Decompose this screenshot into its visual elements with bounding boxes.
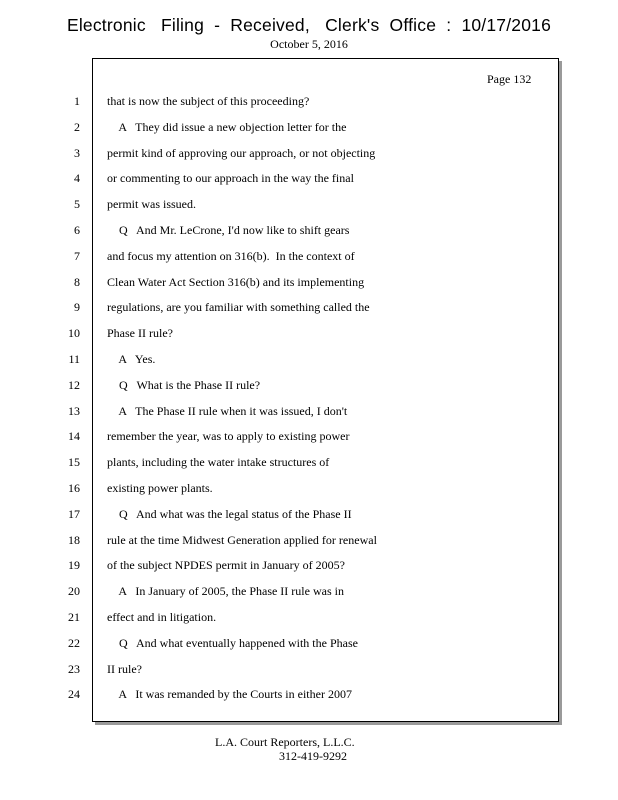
transcript-line-text: plants, including the water intake structures of bbox=[107, 455, 330, 469]
transcript-line-text: and focus my attention on 316(b). In the context of bbox=[107, 249, 355, 263]
line-number: 8 bbox=[74, 275, 80, 289]
footer-company: L.A. Court Reporters, L.L.C. bbox=[215, 735, 355, 749]
line-number: 16 bbox=[68, 481, 80, 495]
line-number: 13 bbox=[68, 404, 80, 418]
transcript-line-text: Q And Mr. LeCrone, I'd now like to shift gears bbox=[107, 223, 350, 237]
transcript-line-text: Clean Water Act Section 316(b) and its implementing bbox=[107, 275, 365, 289]
line-number: 23 bbox=[68, 662, 80, 676]
transcript-line-text: Q And what was the legal status of the Phase II bbox=[107, 507, 352, 521]
line-number: 9 bbox=[74, 300, 80, 314]
transcript-line-text: Phase II rule? bbox=[107, 326, 173, 340]
transcript-line-text: A They did issue a new objection letter for the bbox=[107, 120, 347, 134]
transcript-line-text: permit kind of approving our approach, or not objecting bbox=[107, 146, 376, 160]
transcript-line-text: effect and in litigation. bbox=[107, 610, 217, 624]
line-number: 5 bbox=[74, 197, 80, 211]
transcript-line-text: permit was issued. bbox=[107, 197, 196, 211]
line-number: 6 bbox=[74, 223, 80, 237]
transcript-line-text: II rule? bbox=[107, 662, 142, 676]
line-number: 3 bbox=[74, 146, 80, 160]
transcript-line-text: or commenting to our approach in the way the final bbox=[107, 171, 354, 185]
transcript-line-text: A Yes. bbox=[107, 352, 156, 366]
transcript-line-text: Q And what eventually happened with the Phase bbox=[107, 636, 358, 650]
transcript-line-text: that is now the subject of this proceeding? bbox=[107, 94, 310, 108]
line-number: 2 bbox=[74, 120, 80, 134]
line-number: 14 bbox=[68, 429, 80, 443]
line-number: 1 bbox=[74, 94, 80, 108]
transcript-line-text: rule at the time Midwest Generation applied for renewal bbox=[107, 533, 377, 547]
line-number: 24 bbox=[68, 687, 80, 701]
transcript-line-text: A In January of 2005, the Phase II rule was in bbox=[107, 584, 344, 598]
transcript-line-text: regulations, are you familiar with something called the bbox=[107, 300, 370, 314]
transcript-line-text: of the subject NPDES permit in January of 2005? bbox=[107, 558, 345, 572]
filing-stamp: Electronic Filing - Received, Clerk's Office : 10/17/2016 bbox=[66, 15, 552, 35]
footer-phone: 312-419-9292 bbox=[279, 749, 347, 763]
line-number: 22 bbox=[68, 636, 80, 650]
line-number: 12 bbox=[68, 378, 80, 392]
line-number: 11 bbox=[68, 352, 80, 366]
transcript-line-text: existing power plants. bbox=[107, 481, 213, 495]
line-number: 18 bbox=[68, 533, 80, 547]
transcript-line-text: A The Phase II rule when it was issued, I don't bbox=[107, 404, 348, 418]
deposition-date: October 5, 2016 bbox=[270, 37, 348, 51]
transcript-line-text: remember the year, was to apply to existing power bbox=[107, 429, 350, 443]
transcript-line-text: Q What is the Phase II rule? bbox=[107, 378, 261, 392]
transcript-line-text: A It was remanded by the Courts in either 2007 bbox=[107, 687, 352, 701]
line-number: 10 bbox=[68, 326, 80, 340]
line-number: 20 bbox=[68, 584, 80, 598]
line-number: 17 bbox=[68, 507, 80, 521]
line-number: 15 bbox=[68, 455, 80, 469]
line-number: 4 bbox=[74, 171, 80, 185]
line-number: 7 bbox=[74, 249, 80, 263]
page-number: Page 132 bbox=[487, 72, 532, 86]
line-number: 21 bbox=[68, 610, 80, 624]
line-number: 19 bbox=[68, 558, 80, 572]
